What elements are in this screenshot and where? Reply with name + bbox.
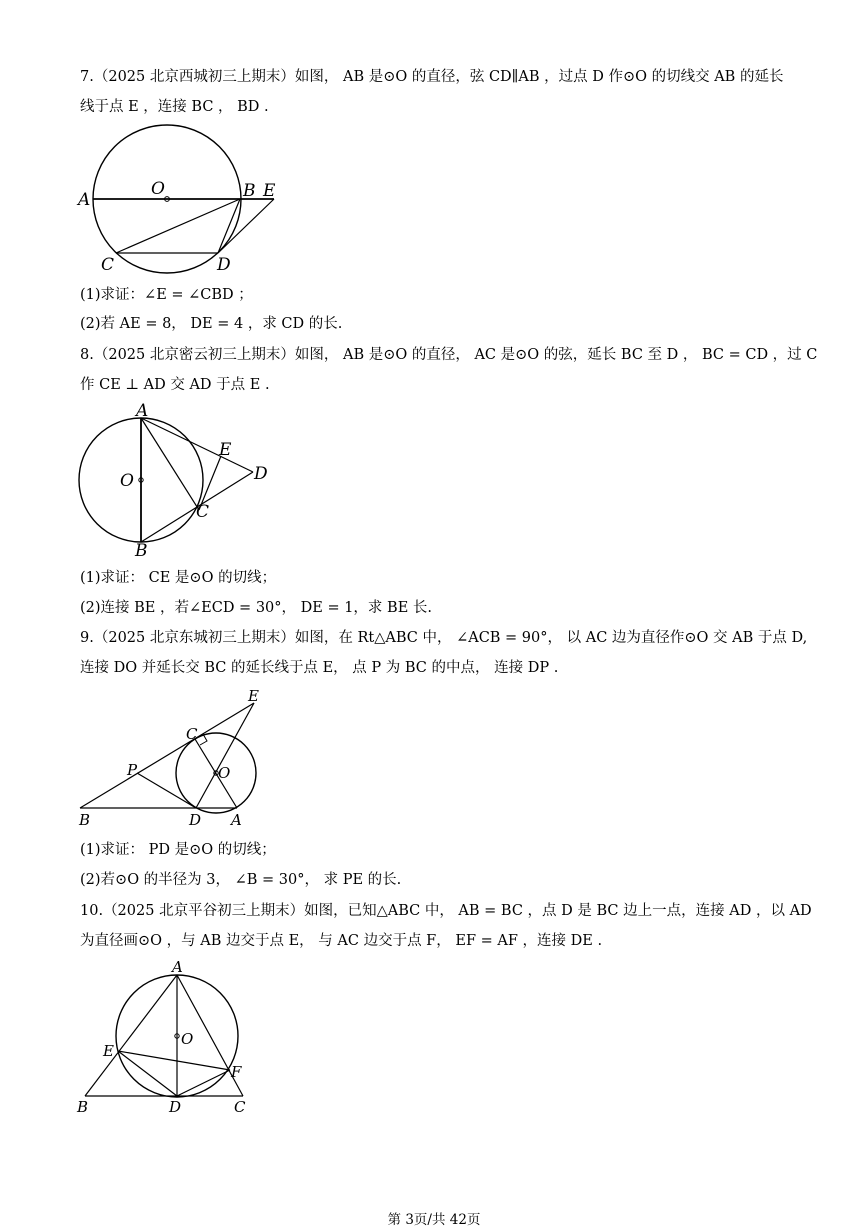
fig8-label-O: O xyxy=(120,471,134,491)
problem-8-number: 8. xyxy=(80,347,94,363)
problem-10-line-1 xyxy=(80,901,812,921)
problem-8-line-2: 作 CE ⊥ AD 交 AD 于点 E . xyxy=(80,377,270,393)
fig10-label-C: C xyxy=(234,1098,246,1116)
fig10-label-F: F xyxy=(231,1063,242,1081)
problem-8-question-1: (1)求证： CE 是⊙O 的切线； xyxy=(80,570,277,586)
problem-9-number: 9. xyxy=(80,630,94,646)
problem-10-line-2: 为直径画⊙O ，与 AB 边交于点 E， 与 AC 边交于点 F， EF = AF ，连接 DE . xyxy=(80,933,603,949)
fig10-line-EF xyxy=(118,1051,230,1070)
fig7-label-D: D xyxy=(217,255,231,275)
fig9-label-C: C xyxy=(186,725,198,743)
problem-7-stem-1: 如图， AB 是⊙O 的直径，弦 CD∥AB ，过点 D 作⊙O 的切线交 AB 的延长 xyxy=(294,69,784,85)
problem-9-line-2: 连接 DO 并延长交 BC 的延长线于点 E， 点 P 为 BC 的中点， 连接 DP . xyxy=(80,660,559,676)
problem-9-source: （2025 北京东城初三上期末） xyxy=(93,630,295,646)
problem-9-line-1 xyxy=(80,628,807,648)
fig10-label-B: B xyxy=(77,1098,89,1116)
problem-10-source: （2025 北京平谷初三上期末） xyxy=(103,903,305,919)
problem-8-line-1 xyxy=(80,345,817,365)
problem-8-stem-1: 如图， AB 是⊙O 的直径， AC 是⊙O 的弦，延长 BC 至 D ， BC = CD ，过 C xyxy=(294,347,818,363)
fig10-label-E: E xyxy=(103,1042,114,1060)
problem-9-stem-1: 如图，在 Rt△ABC 中， ∠ACB = 90°， 以 AC 边为直径作⊙O 交 AB 于点 D, xyxy=(294,630,808,646)
fig7-label-B: B xyxy=(243,181,256,201)
fig7-line-DE xyxy=(218,199,274,253)
fig9-label-P: P xyxy=(127,761,138,779)
problem-7-line-2: 线于点 E ，连接 BC ， BD . xyxy=(80,99,269,115)
fig8-label-B: B xyxy=(135,541,148,561)
fig7-label-A: A xyxy=(78,190,91,210)
fig7-label-C: C xyxy=(101,255,115,275)
fig10-label-O: O xyxy=(181,1030,194,1048)
fig9-label-A: A xyxy=(231,811,242,829)
problem-7-question-1: (1)求证：∠E = ∠CBD ； xyxy=(80,287,253,303)
fig10-label-A: A xyxy=(172,958,183,976)
fig10-label-D: D xyxy=(169,1098,182,1116)
fig9-label-O: O xyxy=(218,764,231,782)
fig9-line-PD xyxy=(137,773,196,808)
problem-9-question-1: (1)求证： PD 是⊙O 的切线； xyxy=(80,842,276,858)
fig8-label-D: D xyxy=(254,464,268,484)
problem-9-question-2: (2)若⊙O 的半径为 3， ∠B = 30°， 求 PE 的长. xyxy=(80,872,402,888)
problem-8-question-2: (2)连接 BE ，若∠ECD = 30°， DE = 1，求 BE 长. xyxy=(80,600,432,616)
fig8-label-C: C xyxy=(196,502,210,522)
problem-10-stem-1: 如图，已知△ABC 中， AB = BC ，点 D 是 BC 边上一点，连接 AD ，以 AD xyxy=(304,903,812,919)
fig10-line-AB xyxy=(85,975,177,1096)
fig8-label-A: A xyxy=(136,401,149,421)
fig7-label-O: O xyxy=(151,179,165,199)
fig9-label-D: D xyxy=(189,811,202,829)
problem-10-number: 10. xyxy=(80,903,104,919)
problem-8-source: （2025 北京密云初三上期末） xyxy=(93,347,295,363)
fig9-label-B: B xyxy=(79,811,91,829)
fig8-label-E: E xyxy=(219,440,232,460)
fig7-label-E: E xyxy=(263,181,276,201)
problem-7-question-2: (2)若 AE = 8， DE = 4 ，求 CD 的长. xyxy=(80,316,343,332)
problem-7-source: （2025 北京西城初三上期末） xyxy=(93,69,295,85)
fig10-line-DF xyxy=(177,1070,230,1096)
page-footer: 第 3页/共 42页 xyxy=(387,1212,481,1228)
fig9-label-E: E xyxy=(248,687,259,705)
problem-7-number: 7. xyxy=(80,69,94,85)
